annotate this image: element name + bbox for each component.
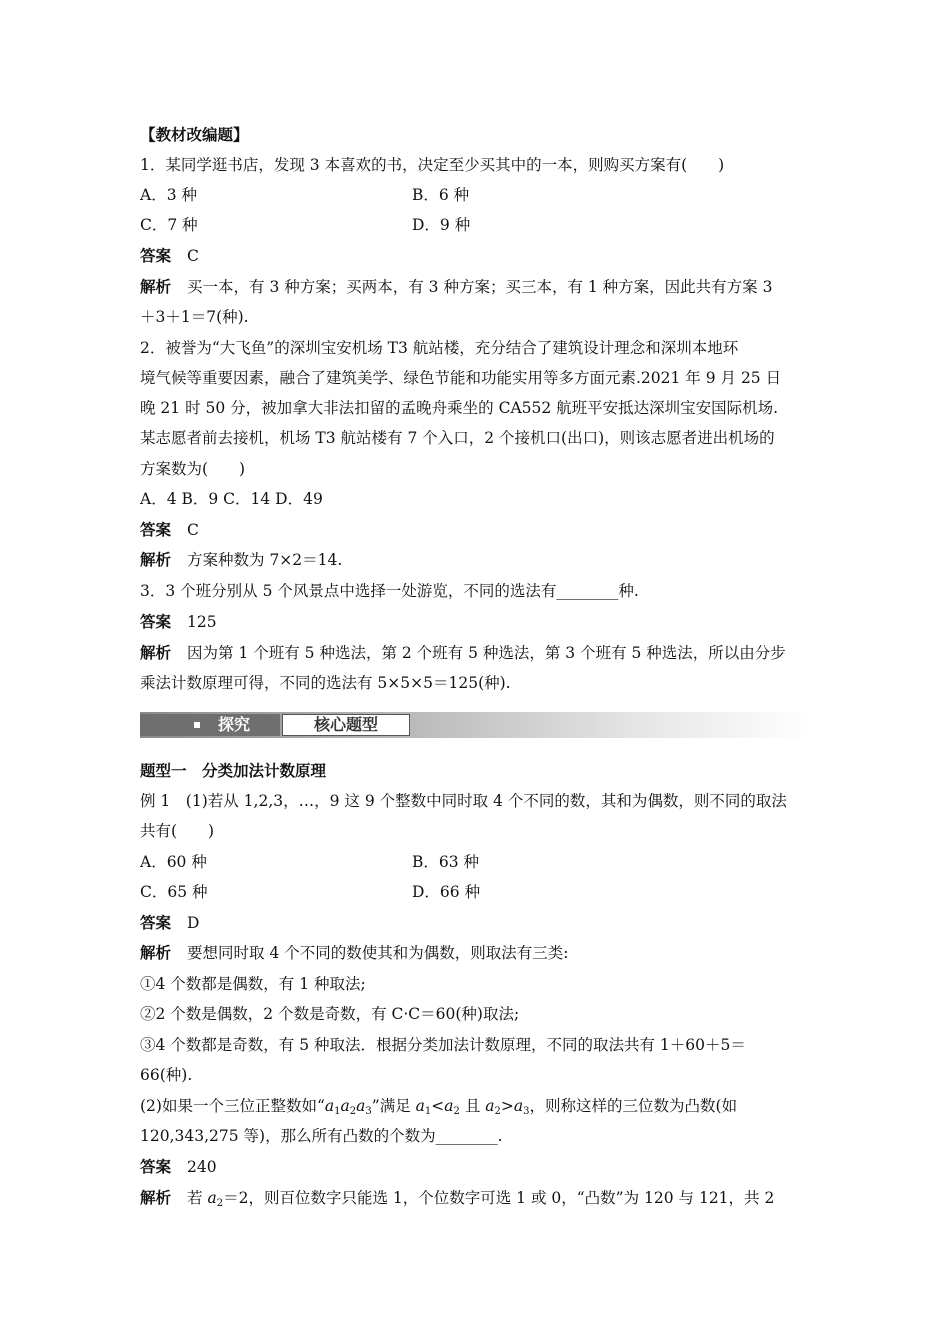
answer-label: 答案 <box>140 613 172 631</box>
ex1-answer-2 <box>140 1156 217 1178</box>
q1-stem: 1．某同学逛书店，发现 3 本喜欢的书，决定至少买其中的一本，则购买方案有( ) <box>140 156 725 174</box>
ex1-analysis-4: ③4 个数都是奇数，有 5 种取法．根据分类加法计数原理，不同的取法共有 1＋60＋5＝ <box>140 1036 746 1054</box>
ex1-analysis <box>140 942 568 964</box>
section-banner-left-label: 探究 <box>218 715 251 734</box>
q2-stem-1: 2．被誉为“大飞鱼”的深圳宝安机场 T3 航站楼，充分结合了建筑设计理念和深圳本地环 <box>140 339 739 357</box>
section-header: 【教材改编题】 <box>140 126 249 144</box>
math-a2: $a_2$ <box>207 1189 224 1209</box>
q3-stem: 3．3 个班分别从 5 个风景点中选择一处游览，不同的选法有________种. <box>140 582 639 600</box>
answer-value: C <box>187 521 199 539</box>
q1-answer <box>140 245 199 267</box>
q2-stem-4: 某志愿者前去接机，机场 T3 航站楼有 7 个入口，2 个接机口(出口)，则该志愿者进出机场的 <box>140 429 775 447</box>
analysis-text: 因为第 1 个班有 5 种选法，第 2 个班有 5 种选法，第 3 个班有 5 种选法，所以由分步 <box>187 644 786 662</box>
ex1-option-row-2 <box>140 881 481 903</box>
analysis2-text-b: ＝2，则百位数字只能选 1，个位数字可选 1 或 0，“凸数”为 120 与 121，共 2 <box>223 1189 775 1207</box>
analysis-label: 解析 <box>140 644 172 662</box>
analysis2-text-a: 若 <box>187 1189 203 1207</box>
answer-value: 125 <box>187 613 217 631</box>
ex1-stem-1: 例 1 (1)若从 1,2,3，…，9 这 9 个整数中同时取 4 个不同的数，其和为偶数，则不同的取法 <box>140 792 787 810</box>
math-a1a2a3: $a_1a_2a_3$ <box>324 1097 372 1117</box>
answer-value: C <box>187 247 199 265</box>
q3-analysis-cont: 乘法计数原理可得，不同的选法有 5×5×5＝125(种). <box>140 674 511 692</box>
answer-label: 答案 <box>140 914 172 932</box>
q1-option-row-1 <box>140 184 470 206</box>
ex1-option-row-1 <box>140 851 480 873</box>
answer-label: 答案 <box>140 247 172 265</box>
answer-label: 答案 <box>140 1158 172 1176</box>
ex1-analysis-part2 <box>140 1187 774 1215</box>
q2-stem-2: 境气候等重要因素，融合了建筑美学、绿色节能和功能实用等多方面元素.2021 年 9 月 25 日 <box>140 369 782 387</box>
math-a2-gt-a3: $a_2>a_3$ <box>485 1097 530 1117</box>
section-banner <box>140 712 810 738</box>
ex1-option-c: C．65 种 <box>140 883 208 901</box>
analysis-label: 解析 <box>140 551 172 569</box>
ex1-part2-stem-2: 120,343,275 等)，那么所有凸数的个数为________. <box>140 1127 503 1145</box>
q1-option-row-2 <box>140 214 471 236</box>
ex1-option-d: D．66 种 <box>412 883 481 901</box>
q2-stem-5: 方案数为( ) <box>140 460 246 478</box>
answer-value: D <box>187 914 200 932</box>
ex1-part2-stem-1 <box>140 1095 737 1123</box>
ex1-answer <box>140 912 199 934</box>
analysis-text: 要想同时取 4 个不同的数使其和为偶数，则取法有三类: <box>187 944 569 962</box>
q2-analysis <box>140 549 342 571</box>
part2-text-b: ”满足 <box>371 1097 411 1115</box>
ex1-analysis-5: 66(种). <box>140 1066 193 1084</box>
q2-answer <box>140 519 199 541</box>
type1-title: 题型一 分类加法计数原理 <box>140 762 327 780</box>
part2-text-a: (2)如果一个三位正整数如“ <box>140 1097 325 1115</box>
q2-options: A．4 B．9 C．14 D．49 <box>140 490 323 508</box>
q1-option-c: C．7 种 <box>140 216 198 234</box>
answer-value: 240 <box>187 1158 217 1176</box>
q1-option-a: A．3 种 <box>140 186 197 204</box>
q1-option-d: D．9 种 <box>412 216 471 234</box>
ex1-stem-2: 共有( ) <box>140 822 215 840</box>
q2-stem-3: 晚 21 时 50 分，被加拿大非法扣留的孟晚舟乘坐的 CA552 航班平安抵达深圳宝安国际机场. <box>140 399 779 417</box>
ex1-option-a: A．60 种 <box>140 853 207 871</box>
ex1-analysis-3: ②2 个数是偶数，2 个数是奇数，有 C·C＝60(种)取法; <box>140 1005 520 1023</box>
math-a1-lt-a2: $a_1<a_2$ <box>415 1097 460 1117</box>
q1-analysis <box>140 276 772 298</box>
q3-answer <box>140 611 217 633</box>
q1-analysis-cont: ＋3＋1＝7(种). <box>140 308 249 326</box>
answer-label: 答案 <box>140 521 172 539</box>
analysis-label: 解析 <box>140 278 172 296</box>
part2-text-c: 且 <box>464 1097 481 1115</box>
ex1-analysis-2: ①4 个数都是偶数，有 1 种取法; <box>140 975 366 993</box>
section-banner-left <box>140 714 280 736</box>
q3-analysis <box>140 642 786 664</box>
q1-option-b: B．6 种 <box>412 186 470 204</box>
part2-text-d: ，则称这样的三位数为凸数(如 <box>529 1097 738 1115</box>
square-bullet-icon <box>194 722 200 728</box>
analysis-label: 解析 <box>140 944 172 962</box>
analysis-text: 买一本，有 3 种方案；买两本，有 3 种方案；买三本，有 1 种方案，因此共有方案 3 <box>187 278 773 296</box>
analysis-text: 方案种数为 7×2＝14. <box>187 551 343 569</box>
section-banner-right: 核心题型 <box>282 714 410 736</box>
analysis-label: 解析 <box>140 1189 172 1207</box>
ex1-option-b: B．63 种 <box>412 853 480 871</box>
